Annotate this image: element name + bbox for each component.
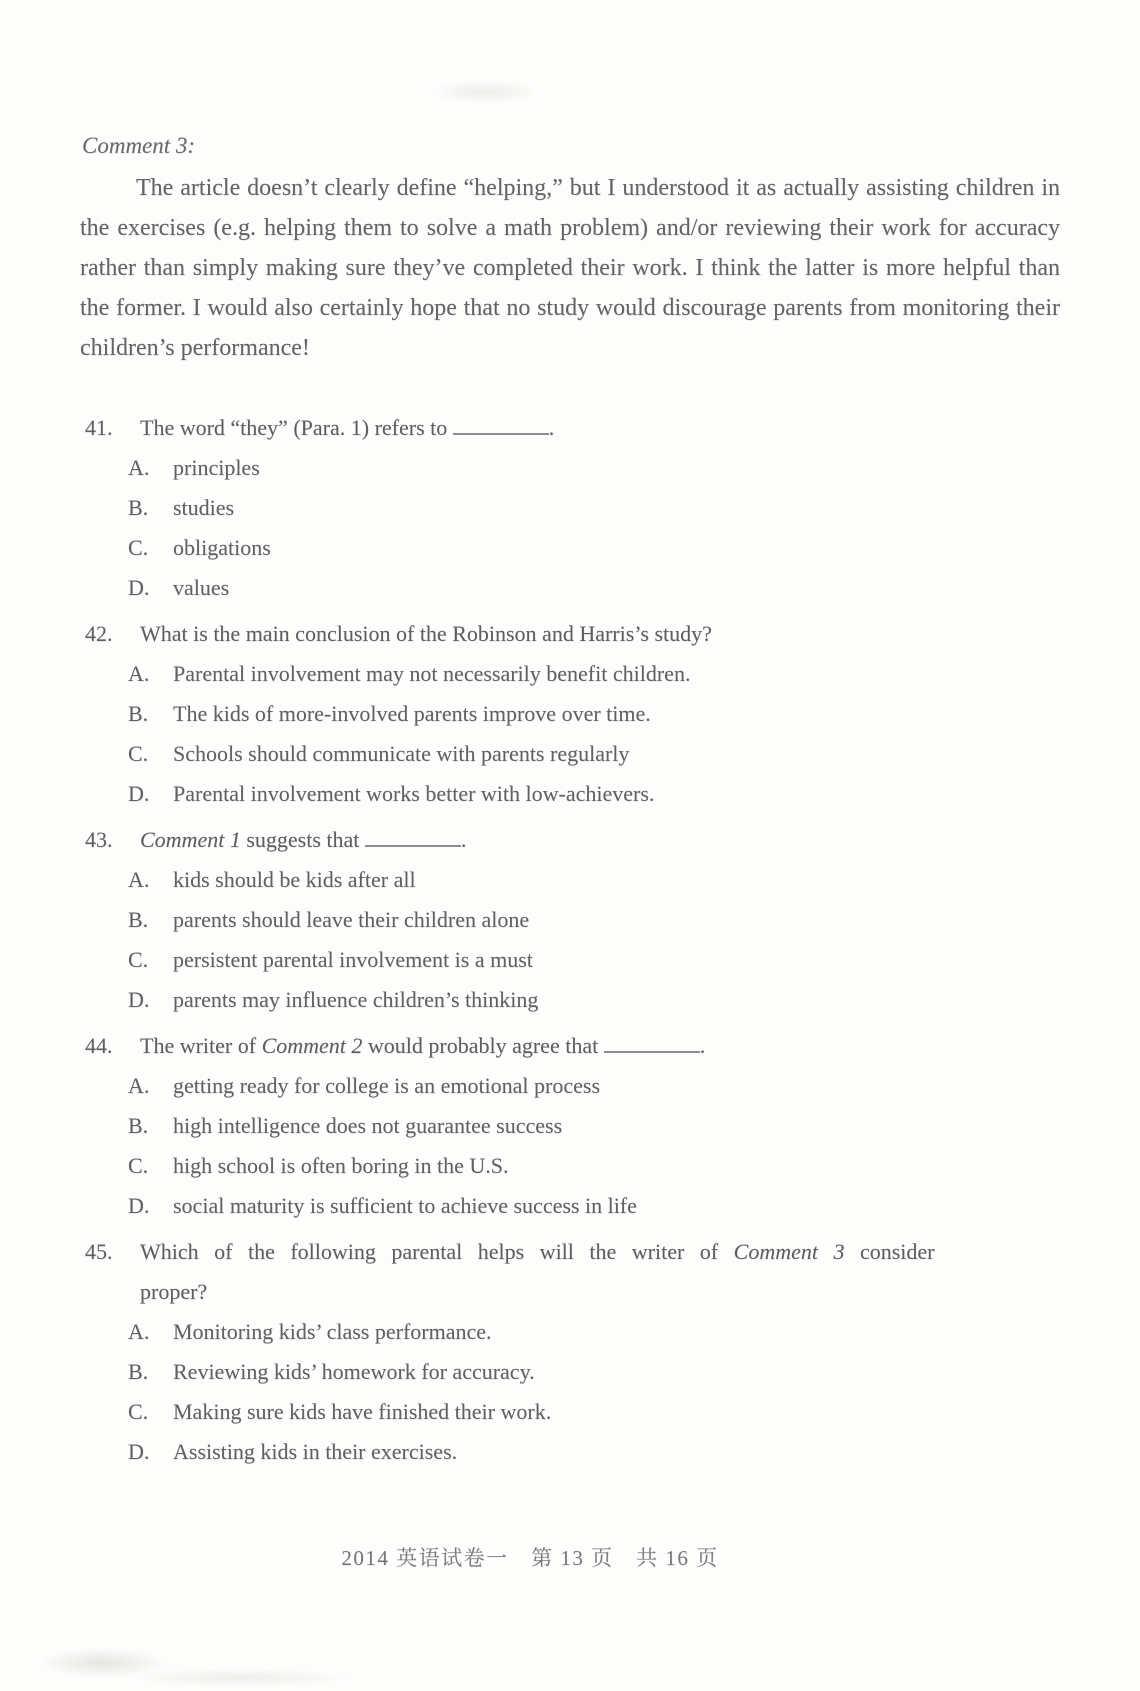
option-letter: B. bbox=[128, 1113, 149, 1138]
question-number: 41. bbox=[85, 415, 113, 440]
option-text: Parental involvement works better with low-achievers. bbox=[173, 781, 655, 806]
option-item bbox=[128, 1146, 1060, 1186]
question-stem-row bbox=[80, 820, 1060, 860]
question-list bbox=[80, 408, 1060, 1472]
option-item bbox=[128, 940, 1060, 980]
question-stem-row bbox=[80, 408, 1060, 448]
option-letter: C. bbox=[128, 1153, 149, 1178]
option-item bbox=[128, 1432, 1060, 1472]
stem-text: consider bbox=[844, 1239, 935, 1264]
option-letter: D. bbox=[128, 781, 150, 806]
option-letter: B. bbox=[128, 701, 149, 726]
option-letter: D. bbox=[128, 987, 150, 1012]
option-item bbox=[128, 734, 1060, 774]
question-stem-row bbox=[80, 1232, 1060, 1312]
option-item bbox=[128, 860, 1060, 900]
option-item bbox=[128, 694, 1060, 734]
option-letter: D. bbox=[128, 575, 150, 600]
stem-text: . bbox=[460, 827, 467, 852]
option-item bbox=[128, 448, 1060, 488]
question-number: 45. bbox=[85, 1239, 113, 1264]
stem-text: suggests that bbox=[240, 827, 365, 852]
option-letter: C. bbox=[128, 947, 149, 972]
option-item bbox=[128, 488, 1060, 528]
option-text: kids should be kids after all bbox=[173, 867, 416, 892]
question-item bbox=[80, 820, 1060, 1020]
option-item bbox=[128, 774, 1060, 814]
stem-text: . bbox=[548, 415, 555, 440]
page-footer: 2014 英语试卷一 第 13 页 共 16 页 bbox=[341, 1546, 719, 1570]
option-text: social maturity is sufficient to achieve success in life bbox=[173, 1193, 637, 1218]
answer-blank bbox=[604, 1034, 700, 1053]
scan-smudge bbox=[430, 80, 540, 104]
option-letter: B. bbox=[128, 907, 149, 932]
question-item bbox=[80, 1026, 1060, 1226]
scan-smudge bbox=[125, 1668, 355, 1688]
option-letter: A. bbox=[128, 661, 150, 686]
answer-blank bbox=[453, 416, 549, 435]
option-item bbox=[128, 1066, 1060, 1106]
option-text: Monitoring kids’ class performance. bbox=[173, 1319, 492, 1344]
stem-text: What is the main conclusion of the Robinson and Harris’s study? bbox=[140, 621, 712, 646]
option-text: Making sure kids have finished their work. bbox=[173, 1399, 552, 1424]
option-text: high intelligence does not guarantee success bbox=[173, 1113, 563, 1138]
option-letter: A. bbox=[128, 1073, 150, 1098]
stem-text: The writer of bbox=[140, 1033, 262, 1058]
question-stem bbox=[140, 1232, 1060, 1312]
answer-blank bbox=[365, 828, 461, 847]
stem-text: Comment 3 bbox=[733, 1239, 845, 1264]
question-item bbox=[80, 1232, 1060, 1472]
question-stem-row bbox=[80, 1026, 1060, 1066]
option-item bbox=[128, 1352, 1060, 1392]
option-text: Reviewing kids’ homework for accuracy. bbox=[173, 1359, 535, 1384]
option-item bbox=[128, 568, 1060, 608]
option-item bbox=[128, 528, 1060, 568]
option-text: studies bbox=[173, 495, 235, 520]
option-letter: D. bbox=[128, 1193, 150, 1218]
stem-text: . bbox=[699, 1033, 706, 1058]
question-number: 42. bbox=[85, 621, 113, 646]
option-letter: B. bbox=[128, 1359, 149, 1384]
scan-smudge bbox=[38, 1648, 168, 1678]
question-item bbox=[80, 614, 1060, 814]
option-text: getting ready for college is an emotional process bbox=[173, 1073, 601, 1098]
option-item bbox=[128, 1186, 1060, 1226]
question-number: 43. bbox=[85, 827, 113, 852]
option-text: obligations bbox=[173, 535, 271, 560]
question-stem bbox=[140, 614, 1060, 654]
option-item bbox=[128, 1392, 1060, 1432]
option-text: high school is often boring in the U.S. bbox=[173, 1153, 509, 1178]
option-letter: B. bbox=[128, 495, 149, 520]
stem-text: Which of the following parental helps will the writer of bbox=[140, 1239, 734, 1264]
option-text: persistent parental involvement is a must bbox=[173, 947, 533, 972]
stem-text: Comment 2 bbox=[261, 1033, 363, 1058]
option-letter: C. bbox=[128, 535, 149, 560]
option-text: The kids of more-involved parents improve over time. bbox=[173, 701, 651, 726]
option-item bbox=[128, 1106, 1060, 1146]
option-text: Schools should communicate with parents regularly bbox=[173, 741, 630, 766]
question-stem bbox=[140, 408, 1060, 448]
question-stem-row bbox=[80, 614, 1060, 654]
question-item bbox=[80, 408, 1060, 608]
option-item bbox=[128, 900, 1060, 940]
comment-body-paragraph: The article doesn’t clearly define “helping,” but I understood it as actually assisting children in the exercises (e.g. helping them to solve a math problem) and/or reviewing their work for accuracy rather than simply making sure they’ve completed their work. I think the latter is more helpful than the former. I would also certainly hope that no study would discourage parents from monitoring their children’s performance! bbox=[80, 175, 1060, 361]
option-item bbox=[128, 654, 1060, 694]
option-letter: C. bbox=[128, 741, 149, 766]
question-number: 44. bbox=[85, 1033, 113, 1058]
stem-text: Comment 1 bbox=[140, 827, 241, 852]
stem-text: would probably agree that bbox=[362, 1033, 604, 1058]
option-item bbox=[128, 1312, 1060, 1352]
option-text: Assisting kids in their exercises. bbox=[173, 1439, 458, 1464]
option-text: values bbox=[173, 575, 230, 600]
option-letter: D. bbox=[128, 1439, 150, 1464]
question-stem bbox=[140, 1026, 1060, 1066]
option-letter: C. bbox=[128, 1399, 149, 1424]
stem-text: The word “they” (Para. 1) refers to bbox=[140, 415, 453, 440]
option-letter: A. bbox=[128, 455, 150, 480]
option-letter: A. bbox=[128, 1319, 150, 1344]
comment-heading: Comment 3: bbox=[82, 133, 196, 158]
option-text: parents should leave their children alone bbox=[173, 907, 530, 932]
option-letter: A. bbox=[128, 867, 150, 892]
option-item bbox=[128, 980, 1060, 1020]
option-text: principles bbox=[173, 455, 260, 480]
stem-text: proper? bbox=[140, 1279, 208, 1304]
option-text: Parental involvement may not necessarily benefit children. bbox=[173, 661, 691, 686]
option-text: parents may influence children’s thinking bbox=[173, 987, 539, 1012]
question-stem bbox=[140, 820, 1060, 860]
